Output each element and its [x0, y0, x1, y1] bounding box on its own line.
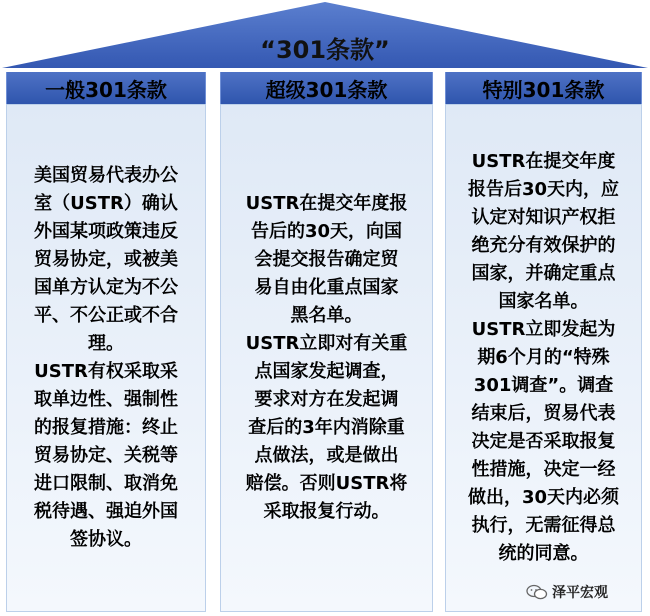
wechat-icon: [526, 584, 548, 600]
column-body-general-301: [6, 104, 206, 612]
column-body-super-301: [220, 104, 433, 612]
column-header-super-301: 超级301条款: [220, 72, 433, 104]
special-301-investigation: USTR立即发起为 期6个月的“特殊 301调查”。调查 结束后，贸易代表 决定是否采取报复 性措施，决定一经 做出，30天内必须 执行，无需征得总 统的同意。: [467, 319, 620, 564]
column-header-general-301: 一般301条款: [6, 72, 206, 104]
special-301-priority-list: USTR在提交年度 报告后30天内，应 认定对知识产权拒 绝充分有效保护的 国家，并确定重点 国家名单。: [467, 151, 620, 312]
watermark: [526, 582, 608, 602]
general-301-definition: 美国贸易代表办公 室（USTR）确认 外国某项政策违反 贸易协定，或被美 国单方认定为不公 平、不公正或不合 理。: [34, 165, 178, 354]
general-301-measures: USTR有权采取采 取单边性、强制性 的报复措施：终止 贸易协定、关税等 进口限制、取消免 税待遇、强迫外国 签协议。: [34, 361, 178, 550]
watermark-text: 泽平宏观: [552, 585, 608, 601]
super-301-blacklist: USTR在提交年度报 告后的30天，向国 会提交报告确定贸 易自由化重点国家 黑名单。: [245, 193, 408, 326]
column-body-special-301: [445, 104, 642, 612]
roof-title: “301条款”: [260, 36, 390, 64]
column-header-special-301: 特别301条款: [445, 72, 642, 104]
super-301-investigation: USTR立即对有关重 点国家发起调查， 要求对方在发起调 查后的3年内消除重 点做法，或是做出 赔偿。否则USTR将 采取报复行动。: [245, 333, 408, 522]
